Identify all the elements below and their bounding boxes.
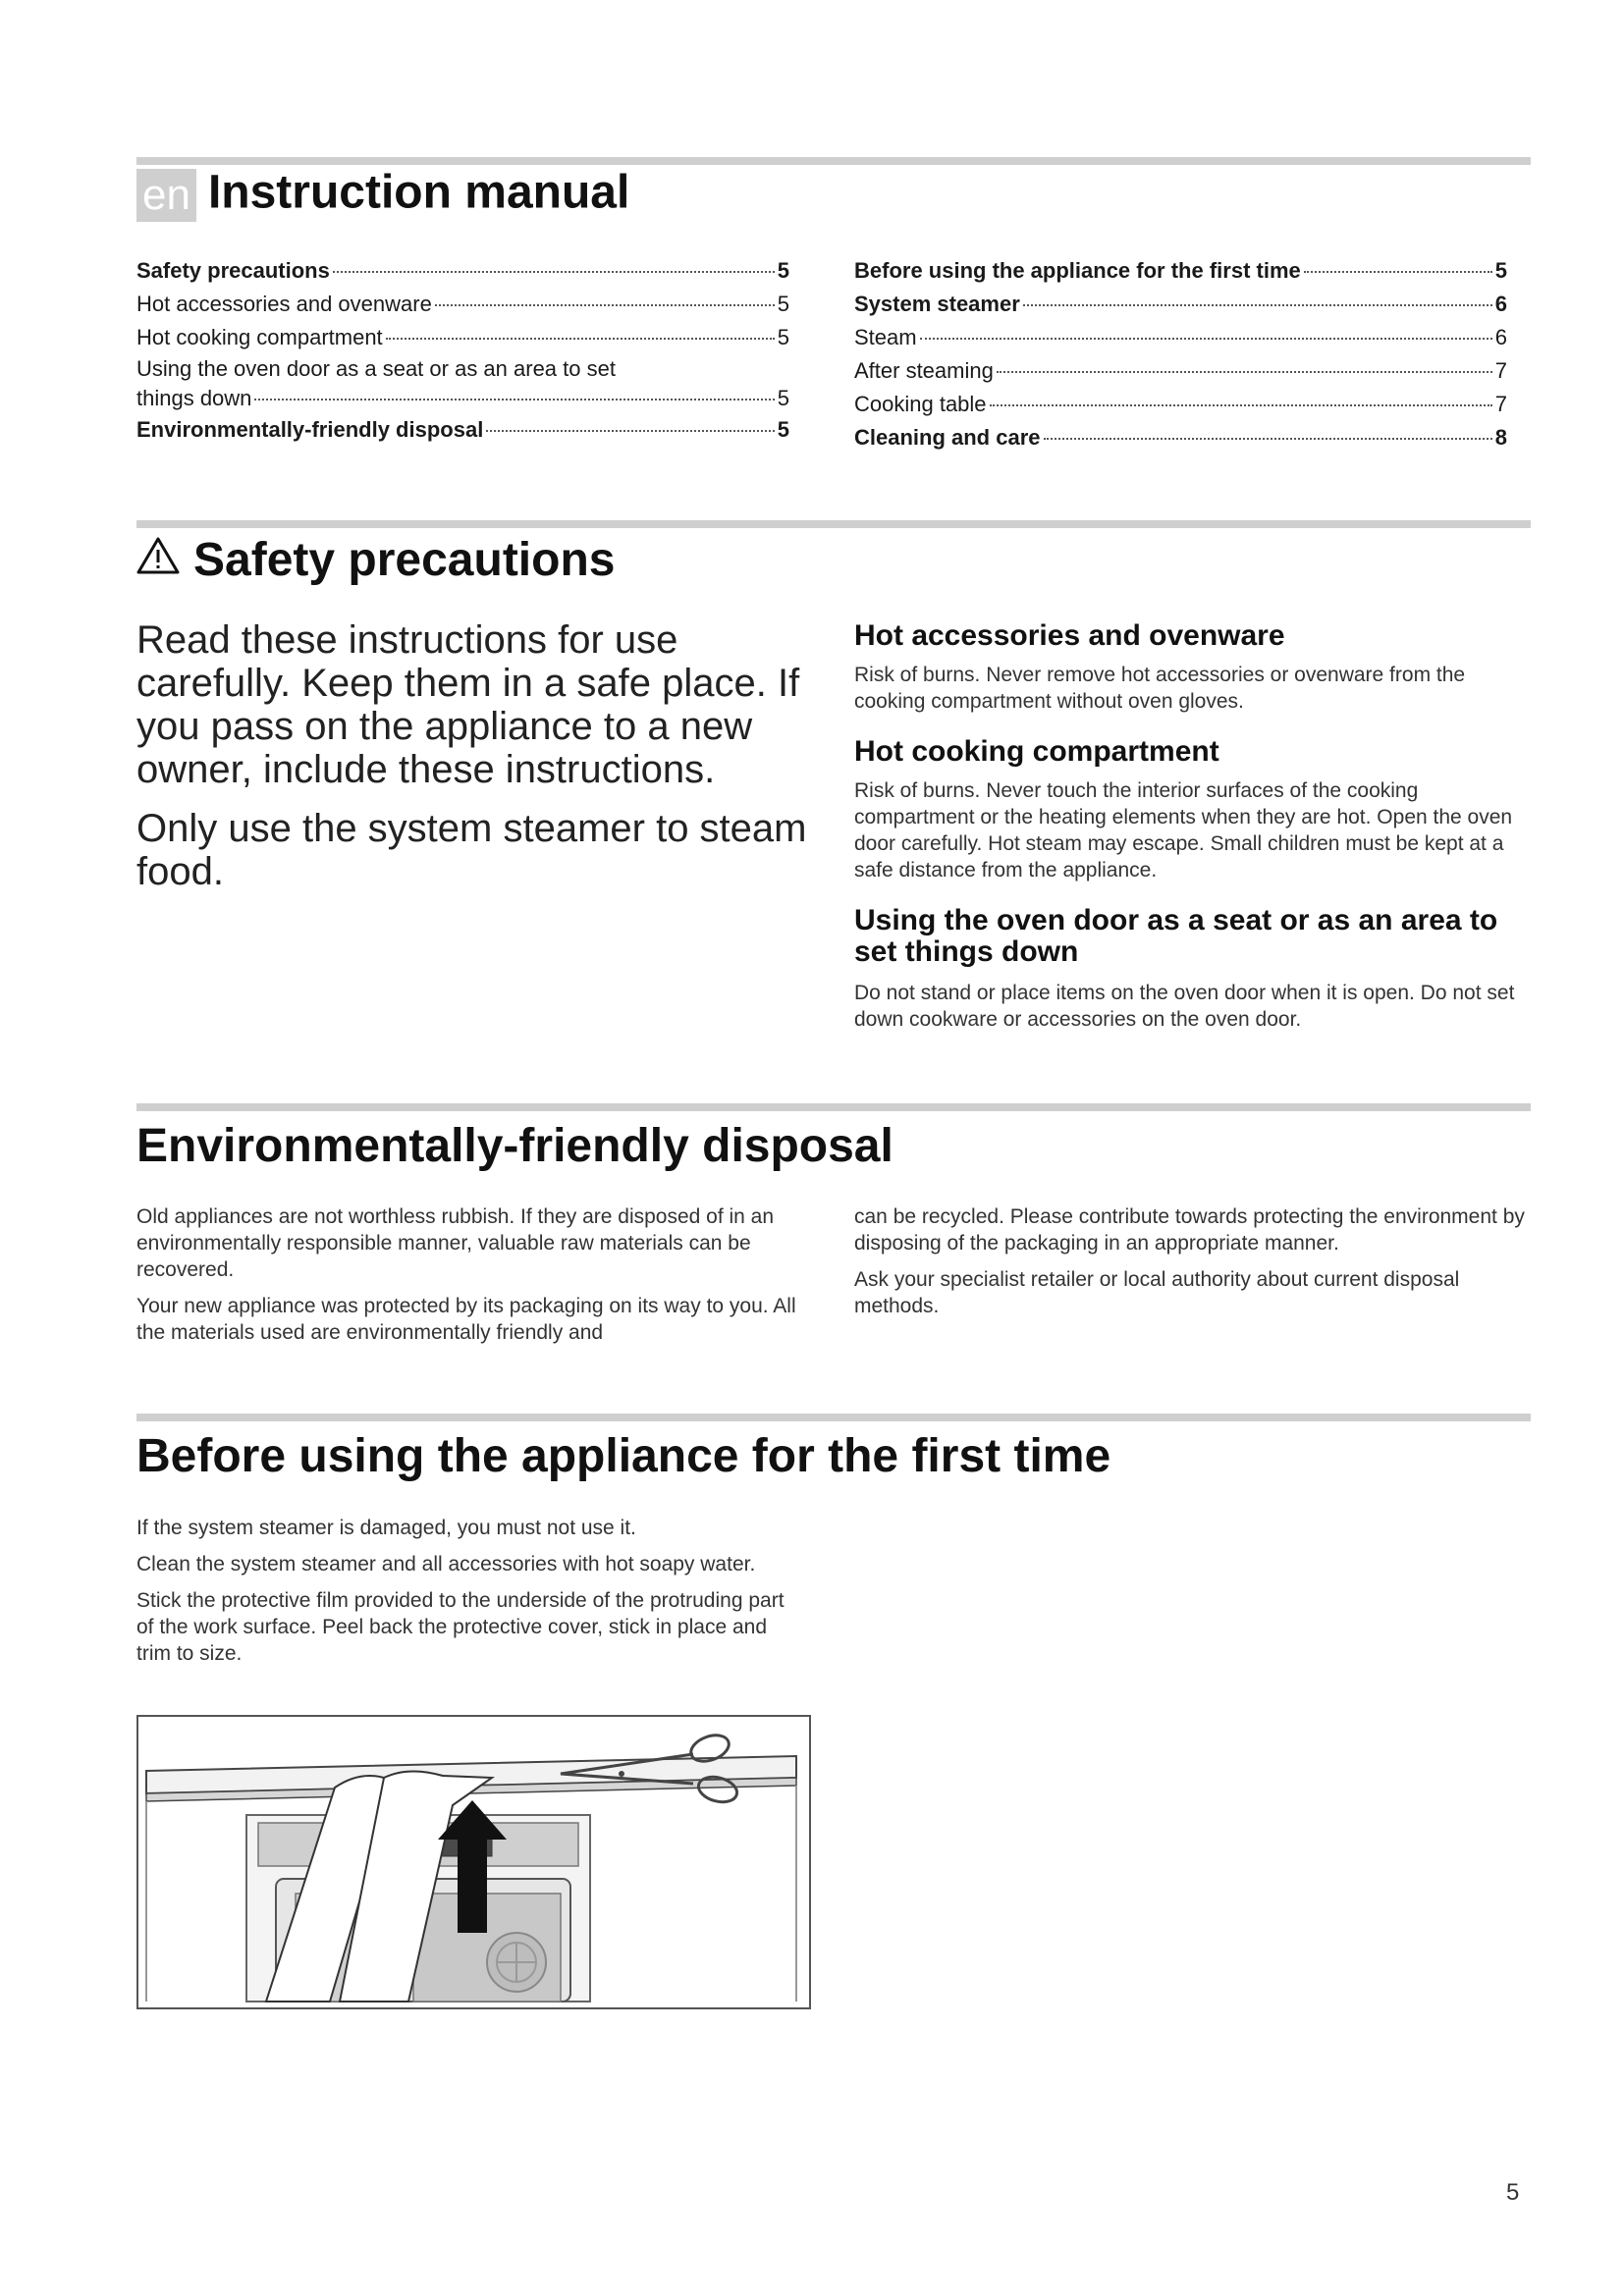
toc-item-label: Safety precautions [136, 258, 330, 283]
safety-section [854, 905, 1532, 1033]
disposal-paragraph: can be recycled. Please contribute towards protecting the environment by disposing of the packaging in an appropriate manner. [854, 1205, 1525, 1255]
toc-item-label: Cleaning and care [854, 425, 1041, 450]
section-heading: Using the oven door as a seat or as an area to set things down [854, 904, 1498, 968]
first-use-rule [136, 1414, 1531, 1421]
disposal-paragraph: Ask your specialist retailer or local authority about current disposal methods. [854, 1268, 1460, 1317]
header-rule [136, 157, 1531, 165]
toc-right [854, 254, 1507, 454]
toc-item-page: 5 [1494, 258, 1507, 283]
warning-triangle-icon [136, 536, 180, 575]
leader-dots [920, 338, 1492, 340]
disposal-title: Environmentally-friendly disposal [136, 1120, 893, 1172]
toc-item-label: Environmentally-friendly disposal [136, 417, 484, 442]
toc-item-page: 5 [777, 325, 789, 349]
manual-title [136, 166, 630, 222]
section-heading: Hot cooking compartment [854, 735, 1219, 768]
toc-item-page: 5 [777, 258, 789, 283]
toc-item[interactable] [136, 288, 789, 321]
toc-item[interactable] [136, 254, 789, 288]
leader-dots [997, 371, 1492, 373]
toc-item[interactable] [854, 254, 1507, 288]
first-use-body [136, 1515, 804, 1677]
disposal-rule [136, 1103, 1531, 1111]
toc-item[interactable] [854, 421, 1507, 454]
toc-item-label: Hot accessories and ovenware [136, 292, 432, 316]
leader-dots [1023, 304, 1492, 306]
toc-item-page: 5 [777, 386, 789, 410]
toc-item-page: 7 [1494, 392, 1507, 416]
first-use-paragraph: If the system steamer is damaged, you must not use it. [136, 1517, 636, 1539]
toc-item[interactable] [854, 388, 1507, 421]
leader-dots [386, 338, 775, 340]
leader-dots [254, 399, 774, 400]
lead-paragraph: Only use the system steamer to steam food. [136, 807, 807, 893]
toc-item[interactable] [854, 354, 1507, 388]
section-text: Do not stand or place items on the oven door when it is open. Do not set down cookware or accessories on the oven door. [854, 982, 1515, 1031]
toc-item[interactable] [854, 288, 1507, 321]
toc-item[interactable] [136, 354, 789, 413]
disposal-left [136, 1203, 814, 1356]
toc-item[interactable] [854, 321, 1507, 354]
toc-item-page: 6 [1494, 292, 1507, 316]
protective-film-illustration [136, 1715, 811, 2009]
safety-title [136, 536, 615, 584]
lead-paragraph: Read these instructions for use carefully. Keep them in a safe place. If you pass on the appliance to a new owner, include these instructions. [136, 618, 800, 791]
language-tag: en [136, 169, 196, 222]
leader-dots [1044, 438, 1492, 440]
leader-dots [1304, 271, 1492, 273]
section-heading: Hot accessories and ovenware [854, 619, 1285, 652]
toc-item-label: Using the oven door as a seat or as an area to set [136, 356, 616, 381]
disposal-paragraph: Your new appliance was protected by its packaging on its way to you. All the materials used are environmentally friendly and [136, 1295, 796, 1344]
toc-item-label-cont: things down [136, 386, 252, 410]
manual-title-text: Instruction manual [207, 166, 630, 219]
section-text: Risk of burns. Never remove hot accessories or ovenware from the cooking compartment without oven gloves. [854, 664, 1466, 713]
first-use-paragraph: Clean the system steamer and all accessories with hot soapy water. [136, 1553, 756, 1575]
safety-sections [854, 620, 1532, 1042]
toc-item-label: After steaming [854, 358, 994, 383]
disposal-paragraph: Old appliances are not worthless rubbish. If they are disposed of in an environmentally responsible manner, valuable raw materials can be recovered. [136, 1205, 775, 1281]
page-number: 5 [1506, 2179, 1520, 2206]
toc-item[interactable] [136, 413, 789, 447]
toc-item-page: 6 [1494, 325, 1507, 349]
toc-item-label: Before using the appliance for the first time [854, 258, 1301, 283]
toc-item-page: 7 [1494, 358, 1507, 383]
toc-item-label: Cooking table [854, 392, 987, 416]
toc-item[interactable] [136, 321, 789, 354]
leader-dots [333, 271, 775, 273]
safety-section [854, 736, 1532, 883]
safety-rule [136, 520, 1531, 528]
toc-item-label: Steam [854, 325, 917, 349]
toc-item-label: Hot cooking compartment [136, 325, 383, 349]
safety-section [854, 620, 1532, 715]
leader-dots [435, 304, 775, 306]
toc-item-page: 5 [777, 292, 789, 316]
disposal-right [854, 1203, 1532, 1329]
section-text: Risk of burns. Never touch the interior surfaces of the cooking compartment or the heating elements when they are hot. Open the oven door carefully. Hot steam may escape. Small children must be kept at a safe distance from the appliance. [854, 779, 1513, 881]
toc-item-page: 8 [1494, 425, 1507, 450]
toc-item-label: System steamer [854, 292, 1020, 316]
first-use-title: Before using the appliance for the first time [136, 1430, 1111, 1482]
film-application-drawing [138, 1717, 809, 2007]
first-use-paragraph: Stick the protective film provided to the underside of the protruding part of the work surface. Peel back the protective cover, stick in place and trim to size. [136, 1589, 785, 1665]
safety-lead [136, 618, 824, 909]
toc-left [136, 254, 789, 447]
safety-title-text: Safety precautions [193, 534, 616, 586]
leader-dots [486, 430, 774, 432]
toc-item-page: 5 [777, 417, 789, 442]
leader-dots [990, 404, 1492, 406]
